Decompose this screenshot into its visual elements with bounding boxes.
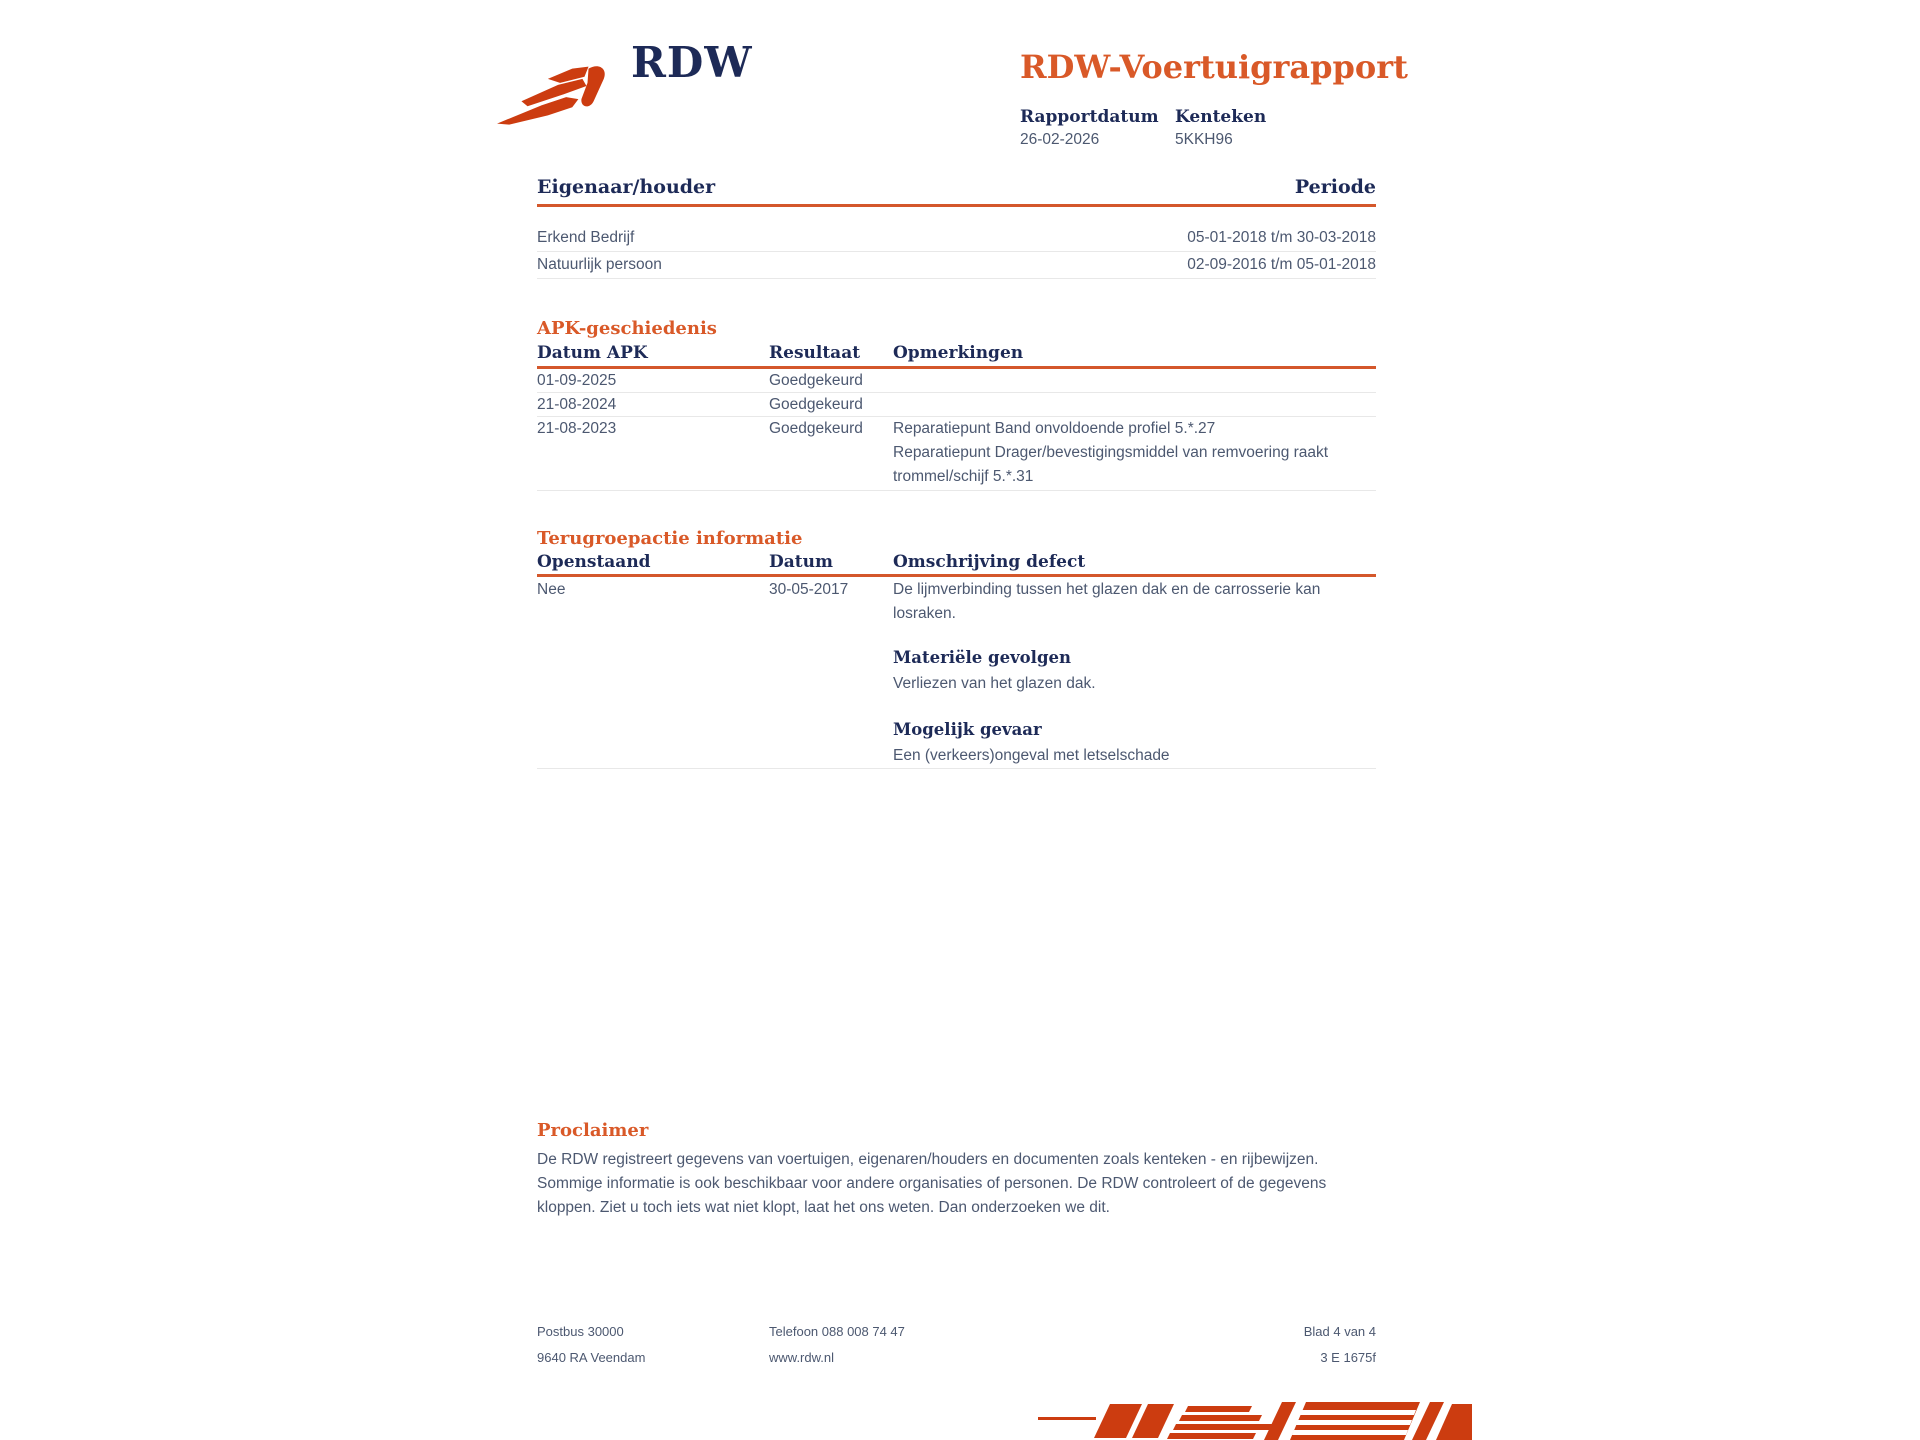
column-header-datum-apk: Datum APK <box>537 343 648 363</box>
row-divider <box>537 278 1376 279</box>
row-divider <box>537 251 1376 252</box>
report-date-value: 26-02-2026 <box>1020 131 1100 148</box>
section-rule <box>537 204 1376 207</box>
report-page <box>537 0 1408 1440</box>
owner-row-period: 05-01-2018 t/m 30-03-2018 <box>1187 229 1376 246</box>
column-header-datum: Datum <box>769 552 833 572</box>
rdw-wordmark: RDW <box>631 38 753 87</box>
section-heading-proclaimer: Proclaimer <box>537 1120 649 1141</box>
column-header-omschrijving-defect: Omschrijving defect <box>893 552 1086 572</box>
section-heading-owner: Eigenaar/houder <box>537 176 716 198</box>
material-consequences-text: Verliezen van het glazen dak. <box>893 675 1096 692</box>
page-title: RDW-Voertuigrapport <box>1020 48 1408 86</box>
apk-date: 21-08-2023 <box>537 420 617 437</box>
footer-phone: Telefoon 088 008 74 47 <box>769 1324 905 1339</box>
footer-website: www.rdw.nl <box>769 1350 835 1365</box>
row-divider <box>537 490 1376 491</box>
footer-postbox: Postbus 30000 <box>537 1324 624 1339</box>
table-header-rule <box>537 574 1376 577</box>
footer-page-number: Blad 4 van 4 <box>1303 1324 1376 1339</box>
section-heading-apk: APK-geschiedenis <box>537 318 717 339</box>
rdw-feather-logo-icon <box>495 52 617 126</box>
row-divider <box>537 392 1376 393</box>
footer-city: 9640 RA Veendam <box>537 1350 646 1365</box>
apk-remark-line: trommel/schijf 5.*.31 <box>893 468 1034 485</box>
table-header-rule <box>537 366 1376 369</box>
proclaimer-line: De RDW registreert gegevens van voertuigen, eigenaren/houders en documenten zoals kenteken - en rijbewijzen. <box>537 1151 1319 1168</box>
license-plate-label: Kenteken <box>1175 107 1267 127</box>
recall-date-value: 30-05-2017 <box>769 581 849 598</box>
recall-open-value: Nee <box>537 581 566 598</box>
apk-result: Goedgekeurd <box>769 396 863 413</box>
apk-remark-line: Reparatiepunt Drager/bevestigingsmiddel van remvoering raakt <box>893 444 1329 461</box>
license-plate-value: 5KKH96 <box>1175 131 1233 148</box>
apk-result: Goedgekeurd <box>769 372 863 389</box>
apk-date: 21-08-2024 <box>537 396 617 413</box>
owner-row-name: Natuurlijk persoon <box>537 256 662 273</box>
apk-remark-line: Reparatiepunt Band onvoldoende profiel 5.*.27 <box>893 420 1216 437</box>
column-header-openstaand: Openstaand <box>537 552 651 572</box>
possible-danger-text: Een (verkeers)ongeval met letselschade <box>893 747 1170 764</box>
recall-defect-line: De lijmverbinding tussen het glazen dak en de carrosserie kan <box>893 581 1321 598</box>
column-header-resultaat: Resultaat <box>769 343 861 363</box>
proclaimer-line: kloppen. Ziet u toch iets wat niet klopt, laat het ons weten. Dan onderzoeken we dit. <box>537 1199 1110 1216</box>
owner-row-name: Erkend Bedrijf <box>537 229 635 246</box>
material-consequences-label: Materiële gevolgen <box>893 648 1071 667</box>
section-heading-recall: Terugroepactie informatie <box>537 528 803 549</box>
rdw-stripes-decoration-icon <box>1038 1398 1472 1440</box>
apk-result: Goedgekeurd <box>769 420 863 437</box>
report-date-label: Rapportdatum <box>1020 107 1159 127</box>
row-divider <box>537 768 1376 769</box>
possible-danger-label: Mogelijk gevaar <box>893 720 1042 739</box>
recall-defect-line: losraken. <box>893 605 956 622</box>
section-heading-period: Periode <box>1294 176 1376 198</box>
footer-doc-code: 3 E 1675f <box>1320 1350 1376 1365</box>
owner-row-period: 02-09-2016 t/m 05-01-2018 <box>1187 256 1376 273</box>
apk-date: 01-09-2025 <box>537 372 617 389</box>
column-header-opmerkingen: Opmerkingen <box>893 343 1024 363</box>
proclaimer-line: Sommige informatie is ook beschikbaar voor andere organisaties of personen. De RDW controleert of de gegevens <box>537 1175 1327 1192</box>
